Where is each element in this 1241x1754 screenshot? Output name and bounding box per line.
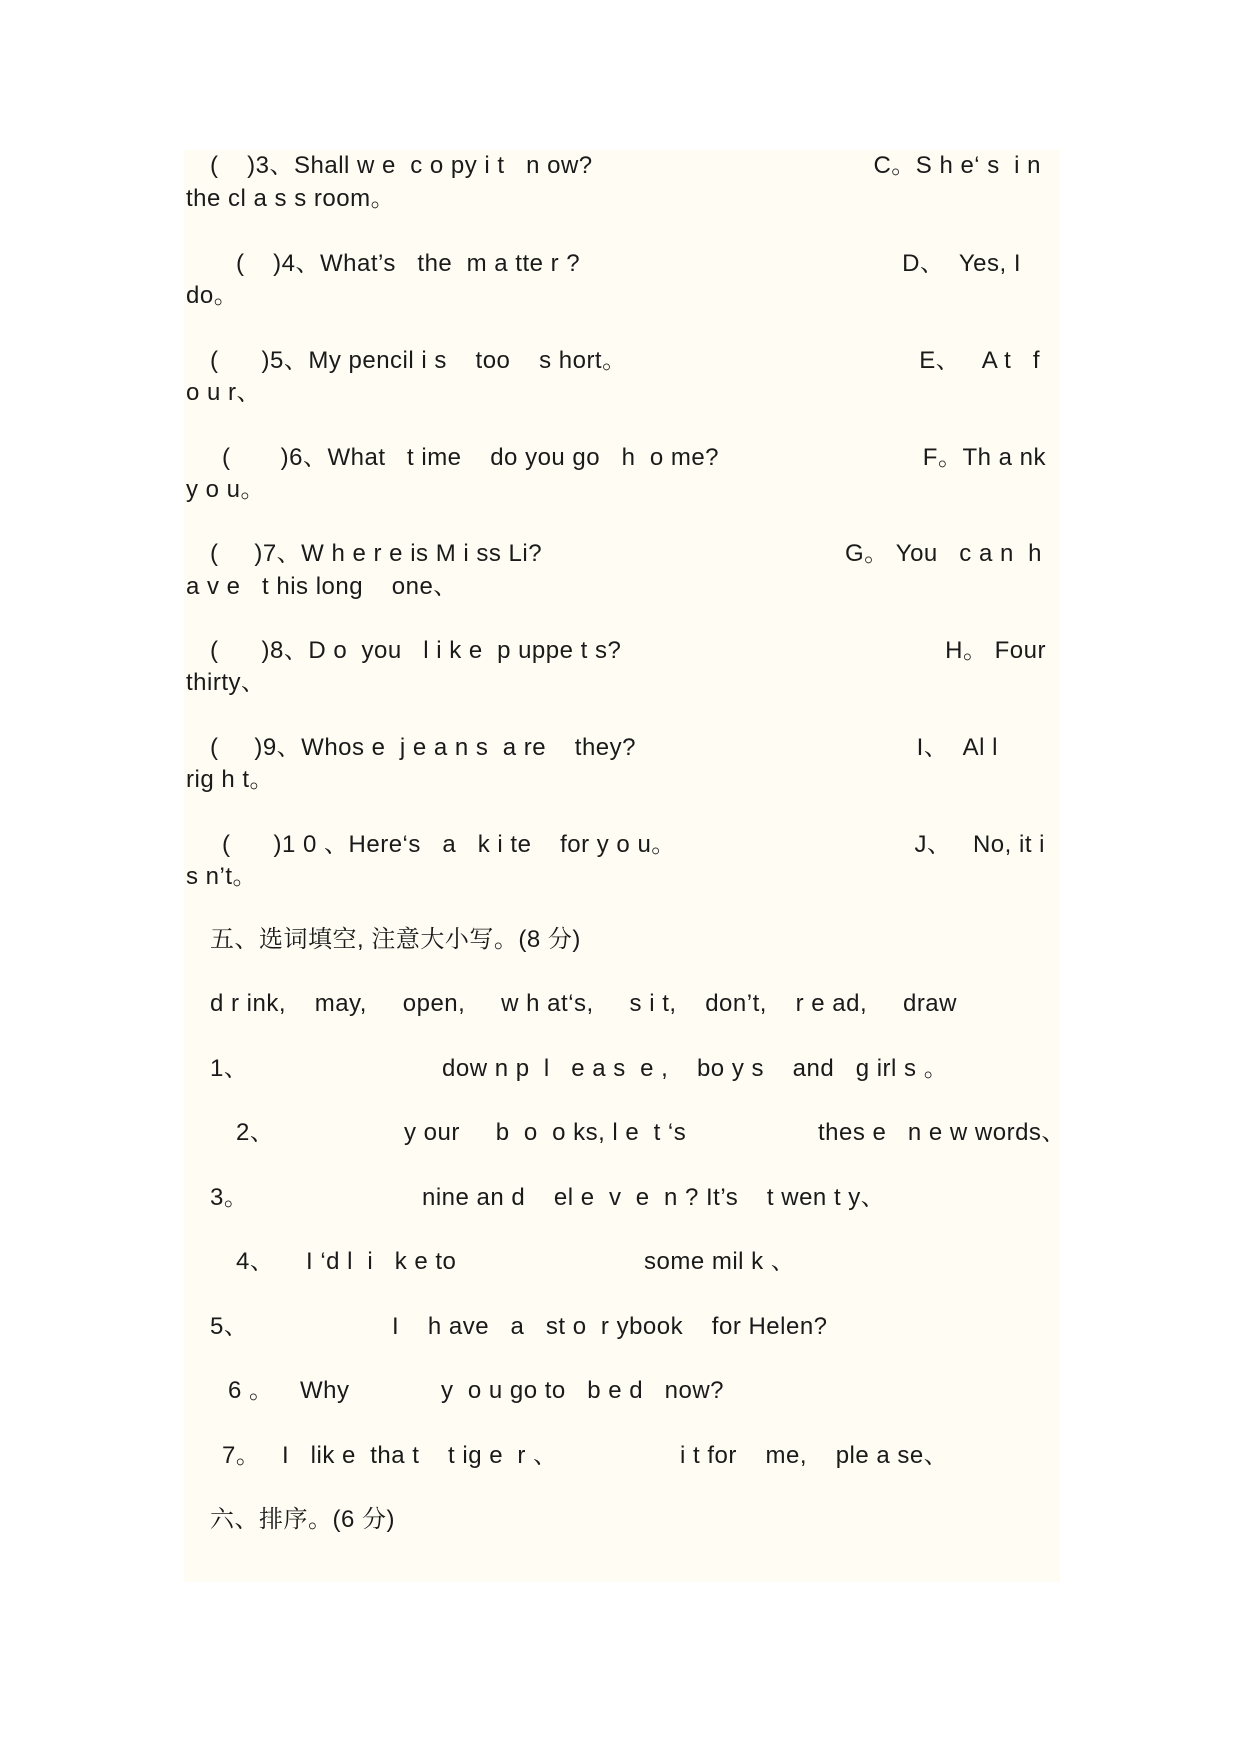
answer-h: H。 Four (945, 637, 1046, 664)
answer-c: C。S h e‘ s i n (873, 152, 1041, 179)
answer-g: G。 You c a n h (844, 540, 1042, 567)
answer-g-continued: a v e t his long one、 (186, 573, 458, 600)
question-7: ( )7、W h e r e is M i ss Li? (210, 540, 543, 567)
fill-item-1-number: 1、 (210, 1055, 249, 1082)
question-10: ( )1 0 、Here‘s a k i te for y o u。 (222, 831, 676, 858)
fill-item-2-number: 2、 (236, 1119, 275, 1146)
fill-item-6-text-a: Why (300, 1377, 350, 1404)
question-4: ( )4、What’s the m a tte r ? (236, 250, 581, 277)
fill-item-3-text: nine an d el e v e n ? It’s t wen t y、 (422, 1184, 886, 1211)
answer-h-continued: thirty、 (186, 669, 266, 696)
fill-item-1-text: dow n p l e a s e , bo y s and g irl s 。 (442, 1055, 949, 1082)
section-5-heading: 五、选词填空, 注意大小写。(8 分) (210, 926, 581, 953)
answer-j-continued: s n’t。 (186, 863, 258, 890)
answer-e-continued: o u r、 (186, 379, 262, 406)
fill-item-6-text-b: y o u go to b e d now? (441, 1377, 725, 1404)
answer-i: I、 Al l (916, 734, 998, 761)
fill-item-6-number: 6 。 (228, 1377, 274, 1404)
fill-item-5-number: 5、 (210, 1313, 249, 1340)
question-3: ( )3、Shall w e c o py i t n ow? (210, 152, 593, 179)
fill-item-3-number: 3。 (210, 1184, 249, 1211)
answer-j: J、 No, it i (914, 831, 1045, 858)
fill-item-4-number: 4、 (236, 1248, 275, 1275)
answer-f: F。Th a nk (922, 444, 1046, 471)
fill-item-4-text-a: I ‘d l i k e to (306, 1248, 457, 1275)
answer-e: E、 A t f (919, 347, 1040, 374)
question-6: ( )6、What t ime do you go h o me? (222, 444, 720, 471)
answer-d-continued: do。 (186, 282, 239, 309)
fill-item-2-text-b: thes e n e w words、 (818, 1119, 1066, 1146)
fill-item-7-text-a: I lik e tha t t ig e r 、 (282, 1442, 558, 1469)
section-6-heading: 六、排序。(6 分) (210, 1506, 395, 1533)
answer-f-continued: y o u。 (186, 476, 266, 503)
fill-item-7-text-b: i t for me, ple a se、 (680, 1442, 949, 1469)
fill-item-7-number: 7。 (222, 1442, 261, 1469)
answer-c-continued: the cl a s s room。 (186, 185, 396, 212)
fill-item-2-text-a: y our b o o ks, l e t ‘s (404, 1119, 687, 1146)
question-8: ( )8、D o you l i k e p uppe t s? (210, 637, 622, 664)
question-9: ( )9、Whos e j e a n s a re they? (210, 734, 636, 761)
answer-d: D、 Yes, I (902, 250, 1021, 277)
answer-i-continued: rig h t。 (186, 766, 275, 793)
fill-item-5-text: I h ave a st o r ybook for Helen? (392, 1313, 828, 1340)
fill-item-4-text-b: some mil k 、 (644, 1248, 796, 1275)
word-bank: d r ink, may, open, w h at‘s, s i t, don’t, r e ad, draw (210, 990, 957, 1017)
question-5: ( )5、My pencil i s too s hort。 (210, 347, 627, 374)
